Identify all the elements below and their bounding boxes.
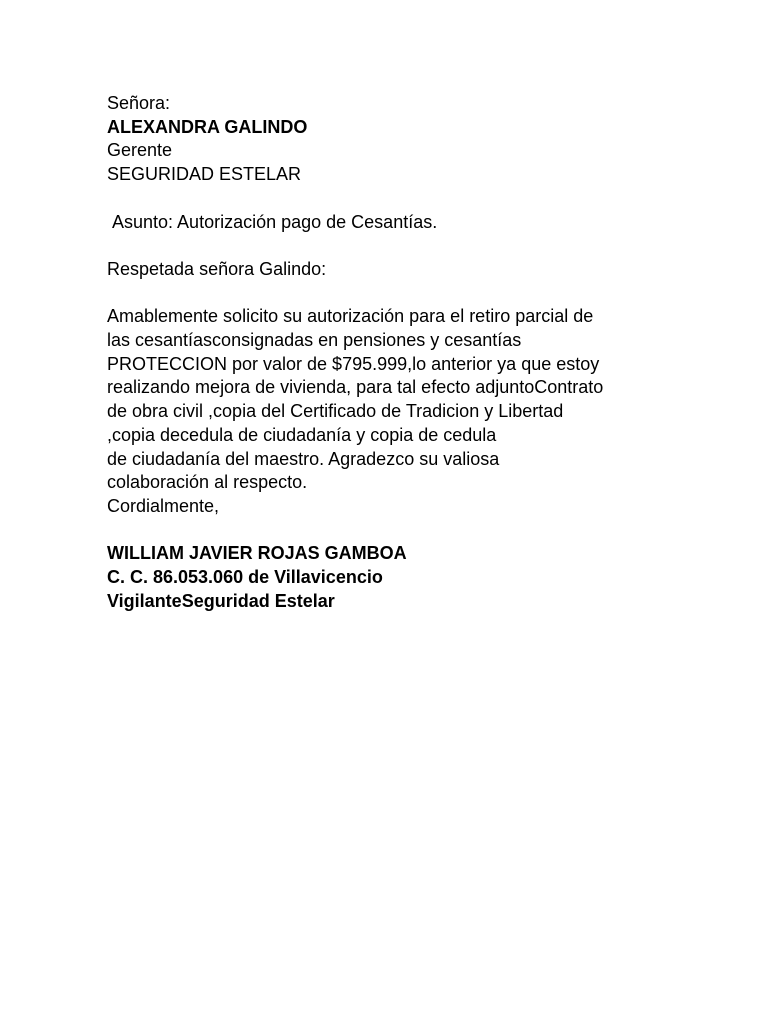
subject-line: Asunto: Autorización pago de Cesantías. (112, 211, 438, 232)
recipient-company: SEGURIDAD ESTELAR (107, 164, 302, 185)
spacer (107, 234, 707, 258)
recipient-position: Gerente (107, 140, 173, 161)
body-line: Amablemente solicito su autorización para el retiro parcial de (107, 306, 594, 327)
recipient-block (107, 92, 707, 187)
body-line: PROTECCION por valor de $795.999,lo anterior ya que estoy (107, 353, 600, 374)
body-line: realizando mejora de vivienda, para tal efecto adjuntoContrato (107, 377, 604, 398)
spacer (107, 282, 707, 306)
letter (107, 92, 707, 613)
body-line: de obra civil ,copia del Certificado de Tradicion y Libertad (107, 401, 564, 422)
body-line: ,copia decedula de ciudadanía y copia de cedula (107, 424, 497, 445)
salutation: Señora: (107, 93, 171, 113)
signer-id: C. C. 86.053.060 de Villavicencio (107, 567, 383, 587)
recipient-name: ALEXANDRA GALINDO (107, 116, 308, 137)
signer-role: VigilanteSeguridad Estelar (107, 590, 335, 611)
spacer (107, 187, 707, 211)
body-line: colaboración al respecto. (107, 472, 308, 493)
closing: Cordialmente, (107, 495, 220, 516)
greeting: Respetada señora Galindo: (107, 258, 327, 279)
body-paragraph (107, 305, 707, 495)
signature-block (107, 542, 707, 613)
signer-name: WILLIAM JAVIER ROJAS GAMBOA (107, 543, 407, 564)
body-line: las cesantíasconsignadas en pensiones y cesantías (107, 329, 522, 350)
body-line: de ciudadanía del maestro. Agradezco su valiosa (107, 448, 500, 469)
spacer (107, 519, 707, 543)
